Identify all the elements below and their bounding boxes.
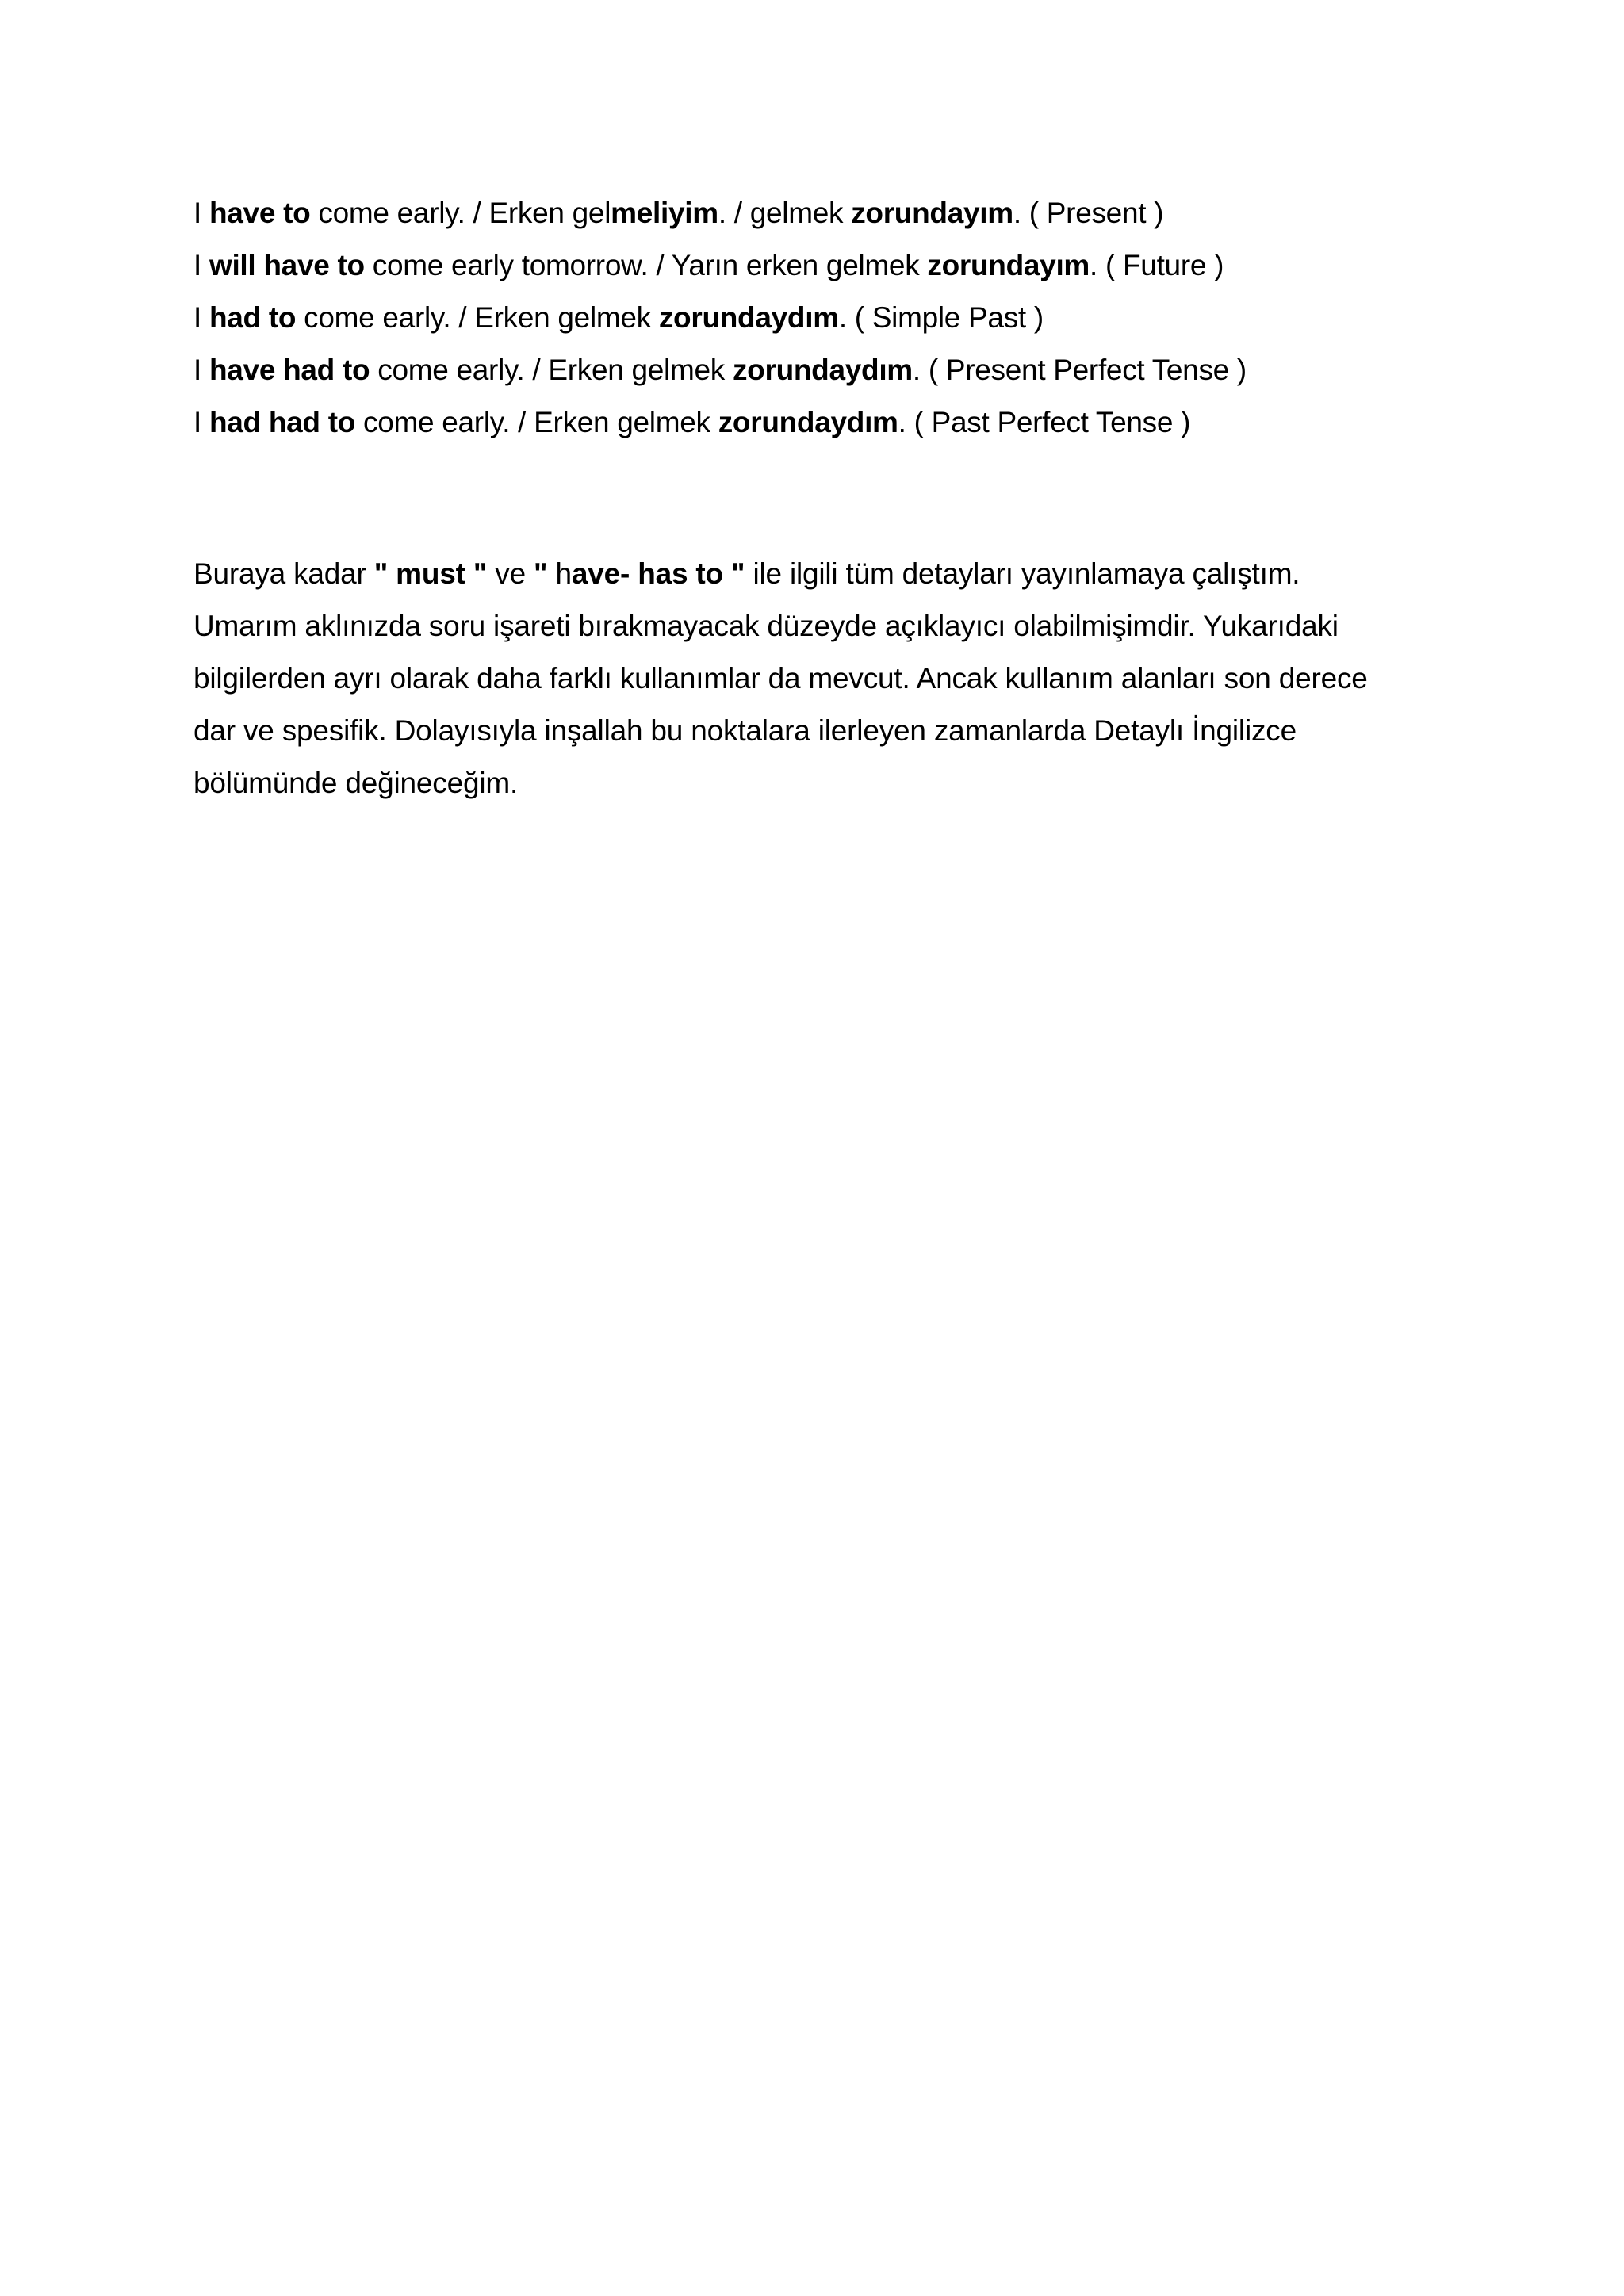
bold-run: will have to [209, 249, 365, 281]
text-run: ve [487, 557, 534, 590]
paragraph-line-3: bilgilerden ayrı olarak daha farklı kullanımlar da mevcut. Ancak kullanım alanları son derece [193, 662, 1368, 695]
text-run: I [193, 197, 209, 229]
bold-run: " must " [373, 557, 488, 590]
bold-run: had had to [209, 406, 356, 438]
text-run: I [193, 354, 209, 386]
example-sentences [193, 187, 1478, 449]
bold-run: zorundaydım [718, 406, 898, 438]
bold-run: have had to [209, 354, 370, 386]
paragraph-line-4: dar ve spesifik. Dolayısıyla inşallah bu noktalara ilerleyen zamanlarda Detaylı İngilizce [193, 714, 1297, 747]
bold-run: ave- has to " [571, 557, 745, 590]
bold-run: " [534, 557, 548, 590]
text-run: come early tomorrow. / Yarın erken gelmek [364, 249, 928, 281]
bold-run: had to [209, 301, 297, 334]
text-run: come early. / Erken gelmek [355, 406, 718, 438]
bold-run: zorundaydım [658, 301, 839, 334]
text-run: come early. / Erken gelmek [370, 354, 733, 386]
example-line-simple-past [193, 292, 1478, 344]
example-line-future [193, 239, 1478, 292]
paragraph-line-2: Umarım aklınızda soru işareti bırakmayacak düzeyde açıklayıcı olabilmişimdir. Yukarıdaki [193, 610, 1339, 642]
text-run: . ( Present ) [1013, 197, 1164, 229]
text-run: I [193, 406, 209, 438]
text-run: . ( Simple Past ) [838, 301, 1044, 334]
text-run: . ( Present Perfect Tense ) [912, 354, 1247, 386]
text-run: come early. / Erken gel [310, 197, 611, 229]
text-run: h [547, 557, 572, 590]
bold-run: have to [209, 197, 311, 229]
text-run: . / gelmek [718, 197, 852, 229]
text-run: I [193, 249, 209, 281]
text-run: Buraya kadar [193, 557, 374, 590]
bold-run: zorundayım [851, 197, 1013, 229]
bold-run: meliyim [611, 197, 718, 229]
paragraph-line-5: bölümünde değineceğim. [193, 767, 519, 799]
example-line-past-perfect [193, 396, 1478, 449]
text-run: ile ilgili tüm detayları yayınlamaya çalıştım. [745, 557, 1300, 590]
text-run: I [193, 301, 209, 334]
text-run: . ( Future ) [1090, 249, 1224, 281]
text-run: . ( Past Perfect Tense ) [898, 406, 1191, 438]
bold-run: zorundaydım [732, 354, 913, 386]
closing-paragraph [193, 548, 1494, 809]
example-line-present [193, 187, 1478, 239]
bold-run: zorundayım [927, 249, 1090, 281]
paragraph-line-1 [193, 548, 1494, 600]
example-line-present-perfect [193, 344, 1478, 396]
text-run: come early. / Erken gelmek [296, 301, 659, 334]
